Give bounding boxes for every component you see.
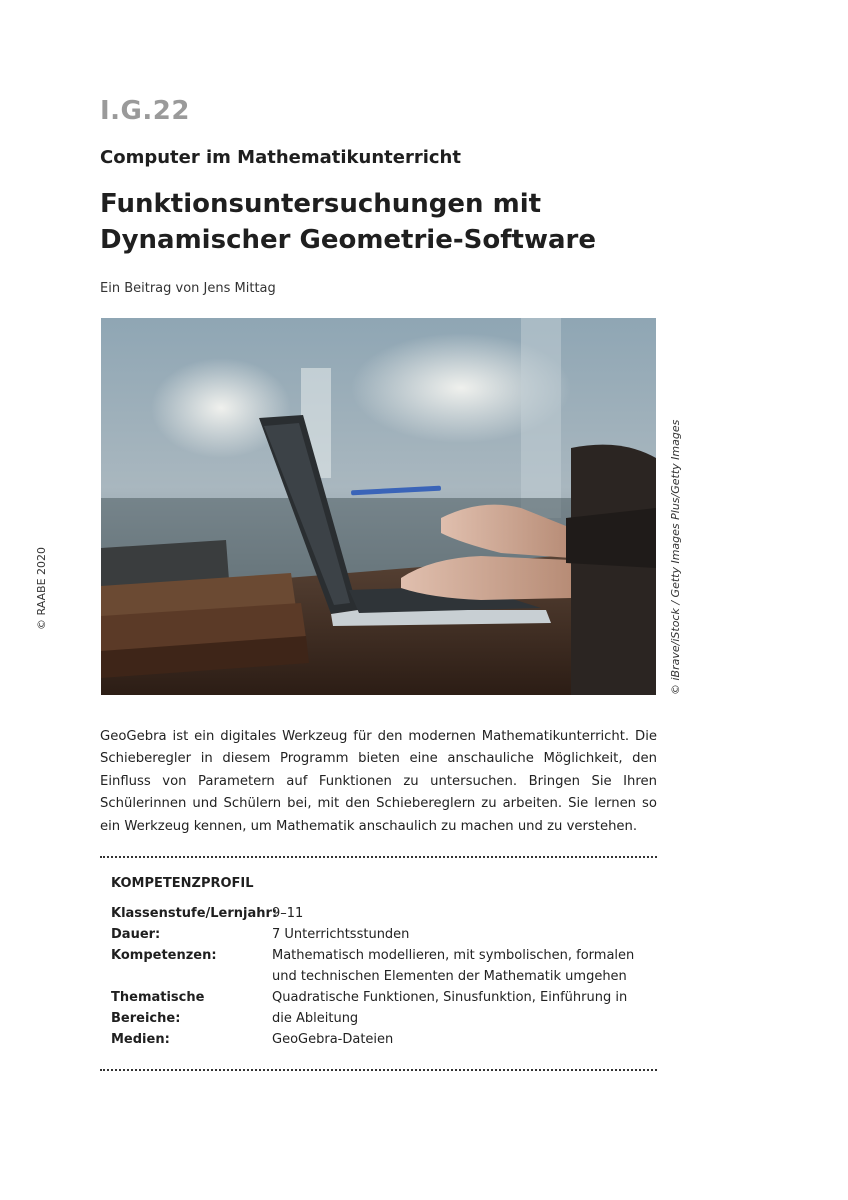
profile-label: Thematische Bereiche:: [111, 990, 205, 1026]
profile-label: Kompetenzen:: [111, 948, 217, 963]
profile-value: Quadratische Funktionen, Sinusfunktion, Einführung in die Ableitung: [272, 990, 628, 1026]
profile-label: Klassenstufe/Lernjahr:: [111, 906, 278, 921]
title-line-1: Funktionsuntersuchungen mit: [100, 189, 542, 219]
series-title: Computer im Mathematikunterricht: [100, 147, 461, 168]
title-line-2: Dynamischer Geometrie-Software: [100, 225, 596, 255]
author-line: Ein Beitrag von Jens Mittag: [100, 281, 276, 296]
divider-bottom: [100, 1069, 657, 1071]
laptop-photo: [101, 318, 656, 695]
profile-heading: KOMPETENZPROFIL: [111, 876, 254, 891]
profile-value: 9–11: [272, 906, 304, 921]
divider-top: [100, 856, 657, 858]
profile-row-kompetenzen: [111, 945, 651, 987]
intro-paragraph: GeoGebra ist ein digitales Werkzeug für den modernen Mathematikunterricht. Die Schieberegler in diesem Programm bieten eine anschauliche Möglichkeit, den Einfluss von Parametern auf Funktionen zu untersuchen. Bringen Sie Ihren Schülerinnen und Schülern bei, mit den Schiebereglern zu arbeiten. Sie lernen so ein Werkzeug kennen, um Mathematik anschaulich zu machen und zu verstehen.: [100, 729, 657, 834]
page-title: [100, 186, 596, 258]
profile-label: Medien:: [111, 1032, 170, 1047]
profile-row-bereiche: [111, 987, 651, 1029]
profile-value: 7 Unterrichtsstunden: [272, 927, 410, 942]
profile-value: GeoGebra-Dateien: [272, 1032, 394, 1047]
profile-label: Dauer:: [111, 927, 161, 942]
kompetenzprofil-table: [111, 903, 651, 1050]
copyright-note: © RAABE 2020: [35, 546, 48, 630]
document-code: I.G.22: [100, 96, 190, 126]
profile-row-dauer: [111, 924, 651, 945]
profile-row-klassenstufe: [111, 903, 651, 924]
profile-value: Mathematisch modellieren, mit symbolischen, formalen und technischen Elementen der Mathematik umgehen: [272, 948, 635, 984]
profile-row-medien: [111, 1029, 651, 1050]
photo-credit: © iBrave/iStock / Getty Images Plus/Getty Images: [669, 419, 682, 695]
